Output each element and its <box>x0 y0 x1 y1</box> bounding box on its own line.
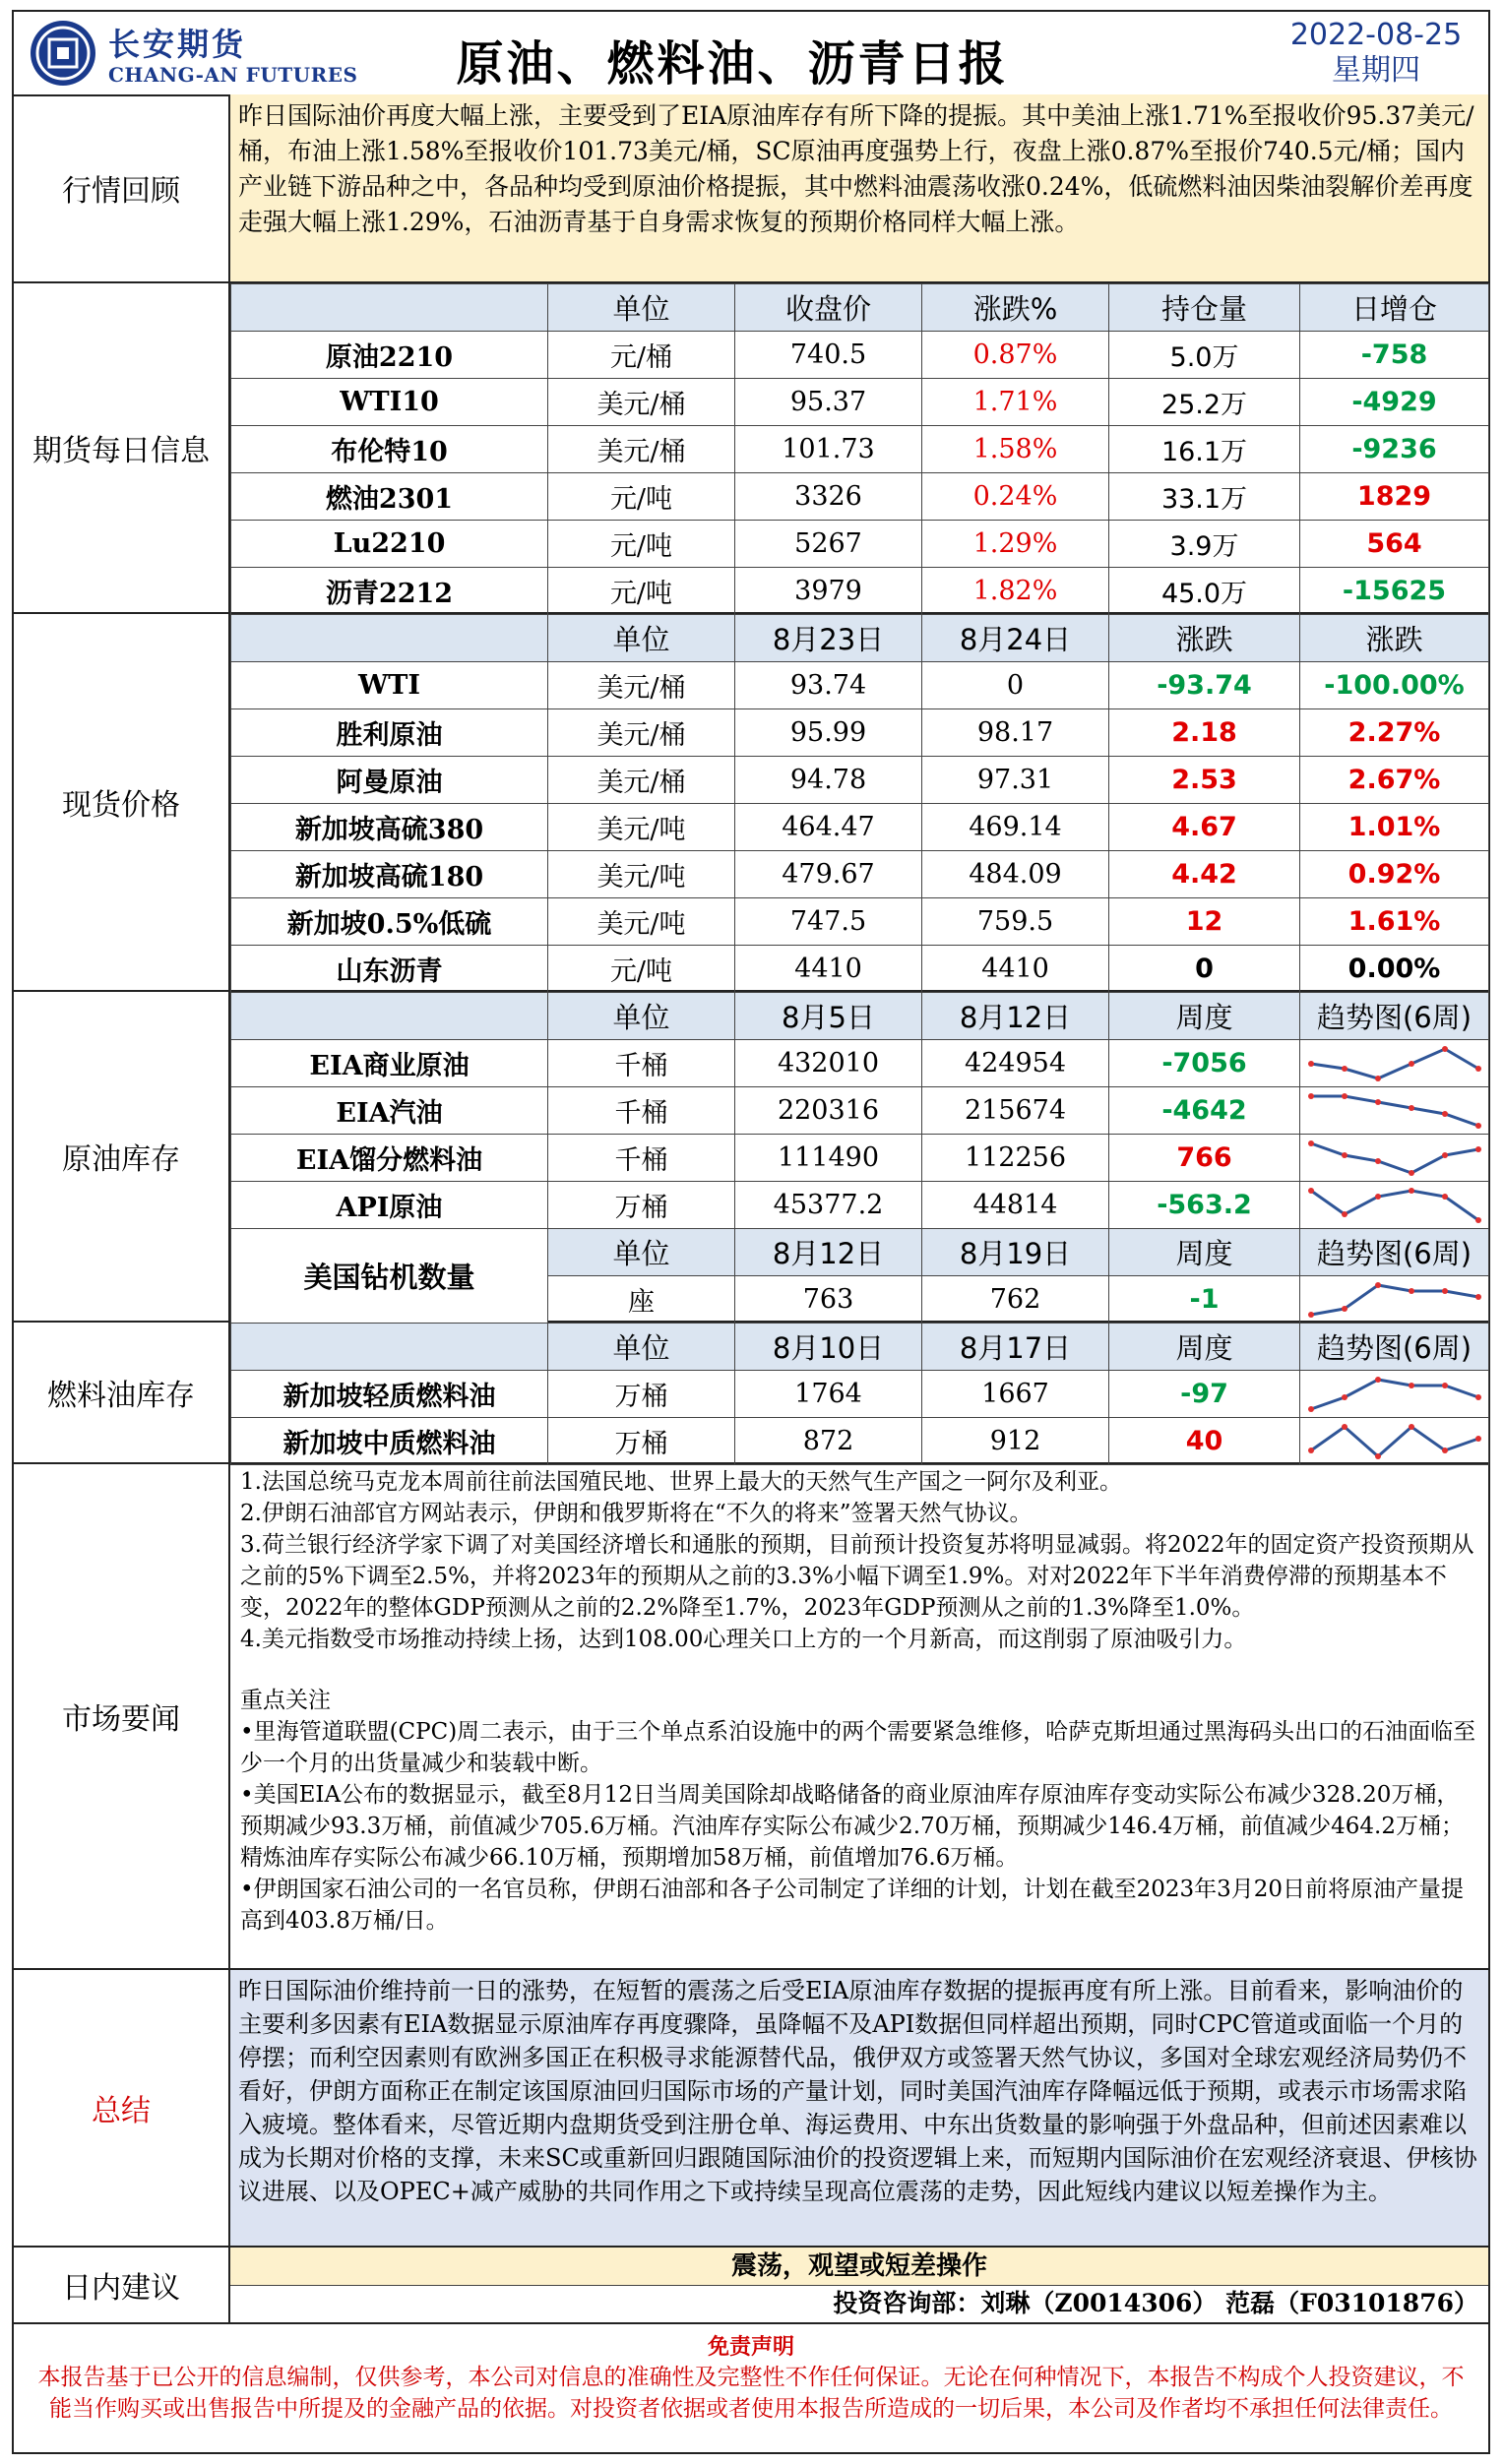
trend-point <box>1442 1046 1448 1052</box>
trend-point <box>1409 1105 1414 1111</box>
contract-name: 沥青2212 <box>231 568 548 615</box>
trend-cell <box>1300 1276 1489 1324</box>
trend-point <box>1308 1312 1314 1318</box>
column-header: 趋势图(6周) <box>1300 1229 1489 1276</box>
spot-name: WTI <box>231 662 548 709</box>
report-frame <box>12 10 1490 2454</box>
market-news-label: 市场要闻 <box>14 1464 230 1968</box>
column-header: 周度 <box>1109 1229 1300 1276</box>
unit-cell: 千桶 <box>548 1087 735 1135</box>
price-change: 0 <box>1109 946 1300 993</box>
fuel-inventory-section <box>14 1323 1488 1464</box>
value-week2: 215674 <box>922 1087 1109 1135</box>
weekly-change: -4642 <box>1109 1087 1300 1135</box>
unit-cell: 元/桶 <box>548 332 735 379</box>
column-header: 涨跌% <box>922 284 1109 332</box>
trend-point <box>1342 1066 1347 1072</box>
futures-table <box>230 283 1489 615</box>
column-header: 8月19日 <box>922 1229 1109 1276</box>
table-row <box>231 1371 1489 1418</box>
table-row <box>231 379 1489 426</box>
focus-title: 重点关注 <box>240 1688 331 1713</box>
spot-name: 阿曼原油 <box>231 757 548 804</box>
contract-name: Lu2210 <box>231 521 548 568</box>
inventory-name: 新加坡中质燃料油 <box>231 1418 548 1465</box>
change-pct: 1.82% <box>922 568 1109 615</box>
trend-point <box>1375 1194 1381 1200</box>
crude-inventory-table <box>230 992 1489 1324</box>
table-row <box>231 332 1489 379</box>
trend-line <box>1311 1096 1478 1126</box>
price-change-pct: -100.00% <box>1300 662 1489 709</box>
table-header-row <box>231 615 1489 662</box>
open-interest: 16.1万 <box>1109 426 1300 473</box>
news-item: 1.法国总统马克龙本周前往前法国殖民地、世界上最大的天然气生产国之一阿尔及利亚。 <box>240 1469 1122 1495</box>
disclaimer-text: 本报告基于已公开的信息编制，仅供参考，本公司对信息的准确性及完整性不作任何保证。无论在何种情况下，本报告不构成个人投资建议，不能当作购买或出售报告中所提及的金融产品的依据。对投资者依据或者使用本报告所造成的一切后果，本公司及作者均不承担任何法律责任。 <box>37 2365 1465 2422</box>
close-price: 3326 <box>735 473 922 521</box>
spot-name: 山东沥青 <box>231 946 548 993</box>
trend-point <box>1442 1111 1448 1117</box>
weekly-change: -1 <box>1109 1276 1300 1324</box>
news-item: 3.荷兰银行经济学家下调了对美国经济增长和通胀的预期，目前预计投资复苏将明显减弱。将2022年的固定资产投资预期从之前的5%下调至2.5%，并将2023年的预期从之前的3.3%小幅下调至1.9%。对对2022年下半年消费停滞的预期基本不变，2022年的整体GDP预测从之前的2.2%降至1.7%，2023年GDP预测从之前的1.3%降至1.0%。 <box>240 1532 1474 1621</box>
open-interest: 5.0万 <box>1109 332 1300 379</box>
price-day1: 464.47 <box>735 804 922 851</box>
table-row <box>231 473 1489 521</box>
trend-point <box>1342 1152 1347 1158</box>
trend-sparkline <box>1306 1422 1483 1461</box>
focus-item: •美国EIA公布的数据显示，截至8月12日当周美国除却战略储备的商业原油库存原油库存变动实际公布减少328.20万桶，预期减少93.3万桶，前值减少705.6万桶。汽油库存实际公布减少2.70万桶，预期减少146.4万桶，前值减少464.2万桶；精炼油库存实际公布减少66.10万桶，预期增加58万桶，前值增加76.6万桶。 <box>240 1782 1464 1871</box>
trend-point <box>1342 1306 1347 1312</box>
focus-item: •伊朗国家石油公司的一名官员称，伊朗石油部和各子公司制定了详细的计划，计划在截至2023年3月20日前将原油产量提高到403.8万桶/日。 <box>240 1877 1464 1934</box>
trend-sparkline <box>1306 1186 1483 1225</box>
spot-section <box>14 614 1488 992</box>
price-day2: 469.14 <box>922 804 1109 851</box>
price-change-pct: 1.01% <box>1300 804 1489 851</box>
change-pct: 0.24% <box>922 473 1109 521</box>
spot-table <box>230 614 1489 993</box>
unit-cell: 美元/桶 <box>548 426 735 473</box>
rig-count-name: 美国钻机数量 <box>231 1229 548 1324</box>
trend-point <box>1308 1448 1314 1453</box>
focus-item: •里海管道联盟(CPC)周二表示，由于三个单点系泊设施中的两个需要紧急维修，哈萨克斯坦通过黑海码头出口的石油面临至少一个月的出货量减少和装载中断。 <box>240 1719 1476 1776</box>
column-header: 周度 <box>1109 1324 1300 1371</box>
trend-point <box>1475 1394 1481 1400</box>
inventory-name: EIA商业原油 <box>231 1040 548 1087</box>
table-header-row <box>231 993 1489 1040</box>
trend-point <box>1409 1188 1414 1194</box>
trend-cell <box>1300 1418 1489 1465</box>
price-change-pct: 2.67% <box>1300 757 1489 804</box>
intraday-section <box>14 2248 1488 2324</box>
table-row <box>231 757 1489 804</box>
open-interest: 45.0万 <box>1109 568 1300 615</box>
change-pct: 1.58% <box>922 426 1109 473</box>
trend-point <box>1342 1394 1347 1400</box>
contract-name: 燃油2301 <box>231 473 548 521</box>
trend-line <box>1311 1191 1478 1220</box>
trend-point <box>1409 1424 1414 1430</box>
spot-name: 新加坡高硫380 <box>231 804 548 851</box>
trend-sparkline <box>1306 1139 1483 1178</box>
trend-cell <box>1300 1040 1489 1087</box>
daily-oi-change: -758 <box>1300 332 1489 379</box>
weekly-change: -563.2 <box>1109 1182 1300 1229</box>
price-day1: 4410 <box>735 946 922 993</box>
close-price: 740.5 <box>735 332 922 379</box>
daily-oi-change: 564 <box>1300 521 1489 568</box>
change-pct: 1.29% <box>922 521 1109 568</box>
unit-cell: 美元/吨 <box>548 851 735 898</box>
unit-cell: 美元/桶 <box>548 662 735 709</box>
table-row <box>231 568 1489 615</box>
logo-chinese-text: 长安期货 <box>108 26 247 63</box>
unit-cell: 元/吨 <box>548 568 735 615</box>
column-header: 日增仓 <box>1300 284 1489 332</box>
table-row <box>231 851 1489 898</box>
table-row <box>231 1182 1489 1229</box>
unit-cell: 元/吨 <box>548 521 735 568</box>
close-price: 101.73 <box>735 426 922 473</box>
report-date-box <box>1278 18 1474 89</box>
column-header: 收盘价 <box>735 284 922 332</box>
column-header: 涨跌 <box>1109 615 1300 662</box>
trend-cell <box>1300 1135 1489 1182</box>
market-review-section <box>14 94 1488 283</box>
news-spacer <box>240 1655 1478 1685</box>
rig-header-row <box>231 1229 1489 1276</box>
daily-oi-change: -9236 <box>1300 426 1489 473</box>
trend-sparkline <box>1306 1280 1483 1320</box>
table-row <box>231 426 1489 473</box>
spot-name: 胜利原油 <box>231 709 548 757</box>
weekly-change: 766 <box>1109 1135 1300 1182</box>
value-week2: 912 <box>922 1418 1109 1465</box>
value-week1: 220316 <box>735 1087 922 1135</box>
trend-point <box>1308 1188 1314 1194</box>
table-row <box>231 946 1489 993</box>
futures-section <box>14 283 1488 614</box>
summary-label: 总结 <box>14 1970 230 2246</box>
contract-name: 原油2210 <box>231 332 548 379</box>
column-header <box>231 993 548 1040</box>
trend-point <box>1409 1061 1414 1067</box>
column-header <box>231 1324 548 1371</box>
price-change: 4.42 <box>1109 851 1300 898</box>
trend-point <box>1375 1377 1381 1383</box>
table-row <box>231 898 1489 946</box>
column-header: 单位 <box>548 284 735 332</box>
weekly-change: -7056 <box>1109 1040 1300 1087</box>
summary-text: 昨日国际油价维持前一日的涨势，在短暂的震荡之后受EIA原油库存数据的提振再度有所上涨。目前看来，影响油价的主要利多因素有EIA数据显示原油库存再度骤降，虽降幅不及API数据但同样超出预期，同时CPC管道或面临一个月的停摆；而利空因素则有欧洲多国正在积极寻求能源替代品，俄伊双方或签署天然气协议，多国对全球宏观经济局势仍不看好，伊朗方面称正在制定该国原油回归国际市场的产量计划，同时美国汽油库存降幅远低于预期，或表示市场需求陷入疲境。整体看来，尽管近期内盘期货受到注册仓单、海运费用、中东出货数量的影响强于外盘品种，但前述因素难以成为长期对价格的支撑，未来SC或重新回归跟随国际油价的投资逻辑上来，而短期内国际油价在宏观经济衰退、伊核协议进展、以及OPEC+减产威胁的共同作用之下或持续呈现高位震荡的走势，因此短线内建议以短差操作为主。 <box>230 1970 1488 2246</box>
fuel-inventory-table <box>230 1323 1489 1465</box>
trend-point <box>1409 1383 1414 1388</box>
table-row <box>231 521 1489 568</box>
price-day2: 759.5 <box>922 898 1109 946</box>
trend-point <box>1308 1093 1314 1099</box>
column-header: 8月17日 <box>922 1324 1109 1371</box>
report-weekday: 星期四 <box>1332 53 1420 88</box>
close-price: 3979 <box>735 568 922 615</box>
trend-cell <box>1300 1087 1489 1135</box>
column-header: 周度 <box>1109 993 1300 1040</box>
unit-cell: 千桶 <box>548 1040 735 1087</box>
weekly-change: -97 <box>1109 1371 1300 1418</box>
value-week2: 1667 <box>922 1371 1109 1418</box>
column-header: 8月12日 <box>735 1229 922 1276</box>
price-change: 12 <box>1109 898 1300 946</box>
unit-cell: 美元/吨 <box>548 898 735 946</box>
futures-label: 期货每日信息 <box>14 283 230 612</box>
market-news-section <box>14 1464 1488 1970</box>
daily-oi-change: 1829 <box>1300 473 1489 521</box>
inventory-name: 新加坡轻质燃料油 <box>231 1371 548 1418</box>
trend-point <box>1375 1282 1381 1288</box>
table-row <box>231 1418 1489 1465</box>
price-change-pct: 0.92% <box>1300 851 1489 898</box>
price-change: -93.74 <box>1109 662 1300 709</box>
unit-cell: 美元/桶 <box>548 709 735 757</box>
value-week2: 44814 <box>922 1182 1109 1229</box>
price-change: 2.53 <box>1109 757 1300 804</box>
table-row <box>231 1087 1489 1135</box>
unit-cell: 千桶 <box>548 1135 735 1182</box>
unit-cell: 元/吨 <box>548 946 735 993</box>
table-header-row <box>231 284 1489 332</box>
report-title: 原油、燃料油、沥青日报 <box>456 36 1009 92</box>
column-header: 8月5日 <box>735 993 922 1040</box>
changan-logo-icon <box>28 18 98 89</box>
price-change-pct: 2.27% <box>1300 709 1489 757</box>
trend-sparkline <box>1306 1375 1483 1414</box>
unit-cell: 万桶 <box>548 1182 735 1229</box>
unit-cell: 美元/桶 <box>548 379 735 426</box>
column-header <box>231 284 548 332</box>
intraday-suggestion: 震荡，观望或短差操作 <box>230 2248 1488 2286</box>
price-day2: 0 <box>922 662 1109 709</box>
value-week2: 424954 <box>922 1040 1109 1087</box>
price-day2: 4410 <box>922 946 1109 993</box>
change-pct: 0.87% <box>922 332 1109 379</box>
trend-point <box>1308 1406 1314 1412</box>
price-day1: 747.5 <box>735 898 922 946</box>
trend-point <box>1342 1424 1347 1430</box>
trend-point <box>1375 1099 1381 1105</box>
trend-point <box>1475 1146 1481 1152</box>
trend-point <box>1308 1061 1314 1067</box>
value-week1: 763 <box>735 1276 922 1324</box>
open-interest: 3.9万 <box>1109 521 1300 568</box>
news-item: 2.伊朗石油部官方网站表示，伊朗和俄罗斯将在“不久的将来”签署天然气协议。 <box>240 1501 1033 1526</box>
close-price: 95.37 <box>735 379 922 426</box>
trend-point <box>1342 1093 1347 1099</box>
trend-point <box>1475 1217 1481 1223</box>
daily-oi-change: -15625 <box>1300 568 1489 615</box>
trend-point <box>1475 1066 1481 1072</box>
column-header: 趋势图(6周) <box>1300 1324 1489 1371</box>
intraday-label: 日内建议 <box>14 2248 230 2322</box>
trend-point <box>1409 1170 1414 1176</box>
trend-point <box>1442 1448 1448 1453</box>
trend-point <box>1409 1288 1414 1294</box>
trend-point <box>1375 1453 1381 1459</box>
market-news-body <box>230 1464 1488 1968</box>
inventory-name: EIA馏分燃料油 <box>231 1135 548 1182</box>
trend-point <box>1475 1294 1481 1300</box>
spot-label: 现货价格 <box>14 614 230 990</box>
trend-point <box>1342 1211 1347 1217</box>
crude-inventory-section <box>14 992 1488 1323</box>
table-row <box>231 709 1489 757</box>
price-day2: 98.17 <box>922 709 1109 757</box>
table-row <box>231 662 1489 709</box>
unit-cell: 万桶 <box>548 1418 735 1465</box>
news-item: 4.美元指数受市场推动持续上扬，达到108.00心理关口上方的一个月新高，而这削弱了原油吸引力。 <box>240 1627 1247 1652</box>
trend-point <box>1442 1152 1448 1158</box>
logo-english-text: CHANG-AN FUTURES <box>108 63 358 87</box>
unit-cell: 万桶 <box>548 1371 735 1418</box>
spot-name: 新加坡0.5%低硫 <box>231 898 548 946</box>
value-week1: 432010 <box>735 1040 922 1087</box>
unit-cell: 美元/桶 <box>548 757 735 804</box>
price-change-pct: 1.61% <box>1300 898 1489 946</box>
column-header: 趋势图(6周) <box>1300 993 1489 1040</box>
trend-point <box>1442 1194 1448 1200</box>
value-week1: 872 <box>735 1418 922 1465</box>
trend-sparkline <box>1306 1044 1483 1083</box>
price-day1: 94.78 <box>735 757 922 804</box>
column-header <box>231 615 548 662</box>
contract-name: 布伦特10 <box>231 426 548 473</box>
trend-cell <box>1300 1371 1489 1418</box>
advisor-line: 投资咨询部：刘琳（Z0014306） 范磊（F03101876） <box>833 2289 1478 2317</box>
trend-point <box>1442 1383 1448 1388</box>
report-header <box>14 12 1488 96</box>
inventory-name: EIA汽油 <box>231 1087 548 1135</box>
column-header: 涨跌 <box>1300 615 1489 662</box>
trend-sparkline <box>1306 1091 1483 1131</box>
fuel-inventory-label: 燃料油库存 <box>14 1323 230 1462</box>
trend-line <box>1311 1380 1478 1409</box>
weekly-change: 40 <box>1109 1418 1300 1465</box>
trend-cell <box>1300 1182 1489 1229</box>
table-header-row <box>231 1324 1489 1371</box>
value-week1: 1764 <box>735 1371 922 1418</box>
column-header: 单位 <box>548 993 735 1040</box>
column-header: 8月10日 <box>735 1324 922 1371</box>
value-week2: 762 <box>922 1276 1109 1324</box>
table-row <box>231 1135 1489 1182</box>
summary-section <box>14 1970 1488 2248</box>
open-interest: 25.2万 <box>1109 379 1300 426</box>
unit-cell: 座 <box>548 1276 735 1324</box>
trend-line <box>1311 1285 1478 1315</box>
price-day1: 93.74 <box>735 662 922 709</box>
price-change: 4.67 <box>1109 804 1300 851</box>
daily-oi-change: -4929 <box>1300 379 1489 426</box>
unit-cell: 美元/吨 <box>548 804 735 851</box>
report-date: 2022-08-25 <box>1289 18 1463 52</box>
column-header: 8月23日 <box>735 615 922 662</box>
disclaimer-title: 免责声明 <box>707 2334 794 2360</box>
price-change: 2.18 <box>1109 709 1300 757</box>
contract-name: WTI10 <box>231 379 548 426</box>
trend-point <box>1475 1123 1481 1129</box>
unit-cell: 元/吨 <box>548 473 735 521</box>
column-header: 持仓量 <box>1109 284 1300 332</box>
trend-point <box>1475 1436 1481 1442</box>
value-week2: 112256 <box>922 1135 1109 1182</box>
table-row <box>231 1040 1489 1087</box>
trend-line <box>1311 1143 1478 1173</box>
open-interest: 33.1万 <box>1109 473 1300 521</box>
trend-point <box>1375 1158 1381 1164</box>
price-day2: 97.31 <box>922 757 1109 804</box>
crude-inventory-label: 原油库存 <box>14 992 230 1321</box>
trend-point <box>1442 1288 1448 1294</box>
price-change-pct: 0.00% <box>1300 946 1489 993</box>
price-day1: 479.67 <box>735 851 922 898</box>
inventory-name: API原油 <box>231 1182 548 1229</box>
price-day2: 484.09 <box>922 851 1109 898</box>
table-row <box>231 804 1489 851</box>
column-header: 单位 <box>548 615 735 662</box>
market-review-text: 昨日国际油价再度大幅上涨，主要受到了EIA原油库存有所下降的提振。其中美油上涨1.71%至报收价95.37美元/桶，布油上涨1.58%至报收价101.73美元/桶，SC原油再度强势上行，夜盘上涨0.87%至报价740.5元/桶；国内产业链下游品种之中，各品种均受到原油价格提振，其中燃料油震荡收涨0.24%，低硫燃料油因柴油裂解价差再度走强大幅上涨1.29%，石油沥青基于自身需求恢复的预期价格同样大幅上涨。 <box>230 94 1488 281</box>
close-price: 5267 <box>735 521 922 568</box>
value-week1: 111490 <box>735 1135 922 1182</box>
column-header: 8月24日 <box>922 615 1109 662</box>
column-header: 8月12日 <box>922 993 1109 1040</box>
spot-name: 新加坡高硫180 <box>231 851 548 898</box>
column-header: 单位 <box>548 1324 735 1371</box>
trend-point <box>1308 1140 1314 1146</box>
column-header: 单位 <box>548 1229 735 1276</box>
trend-point <box>1375 1076 1381 1081</box>
market-review-label: 行情回顾 <box>14 94 230 281</box>
value-week1: 45377.2 <box>735 1182 922 1229</box>
trend-line <box>1311 1049 1478 1078</box>
change-pct: 1.71% <box>922 379 1109 426</box>
price-day1: 95.99 <box>735 709 922 757</box>
trend-line <box>1311 1427 1478 1456</box>
